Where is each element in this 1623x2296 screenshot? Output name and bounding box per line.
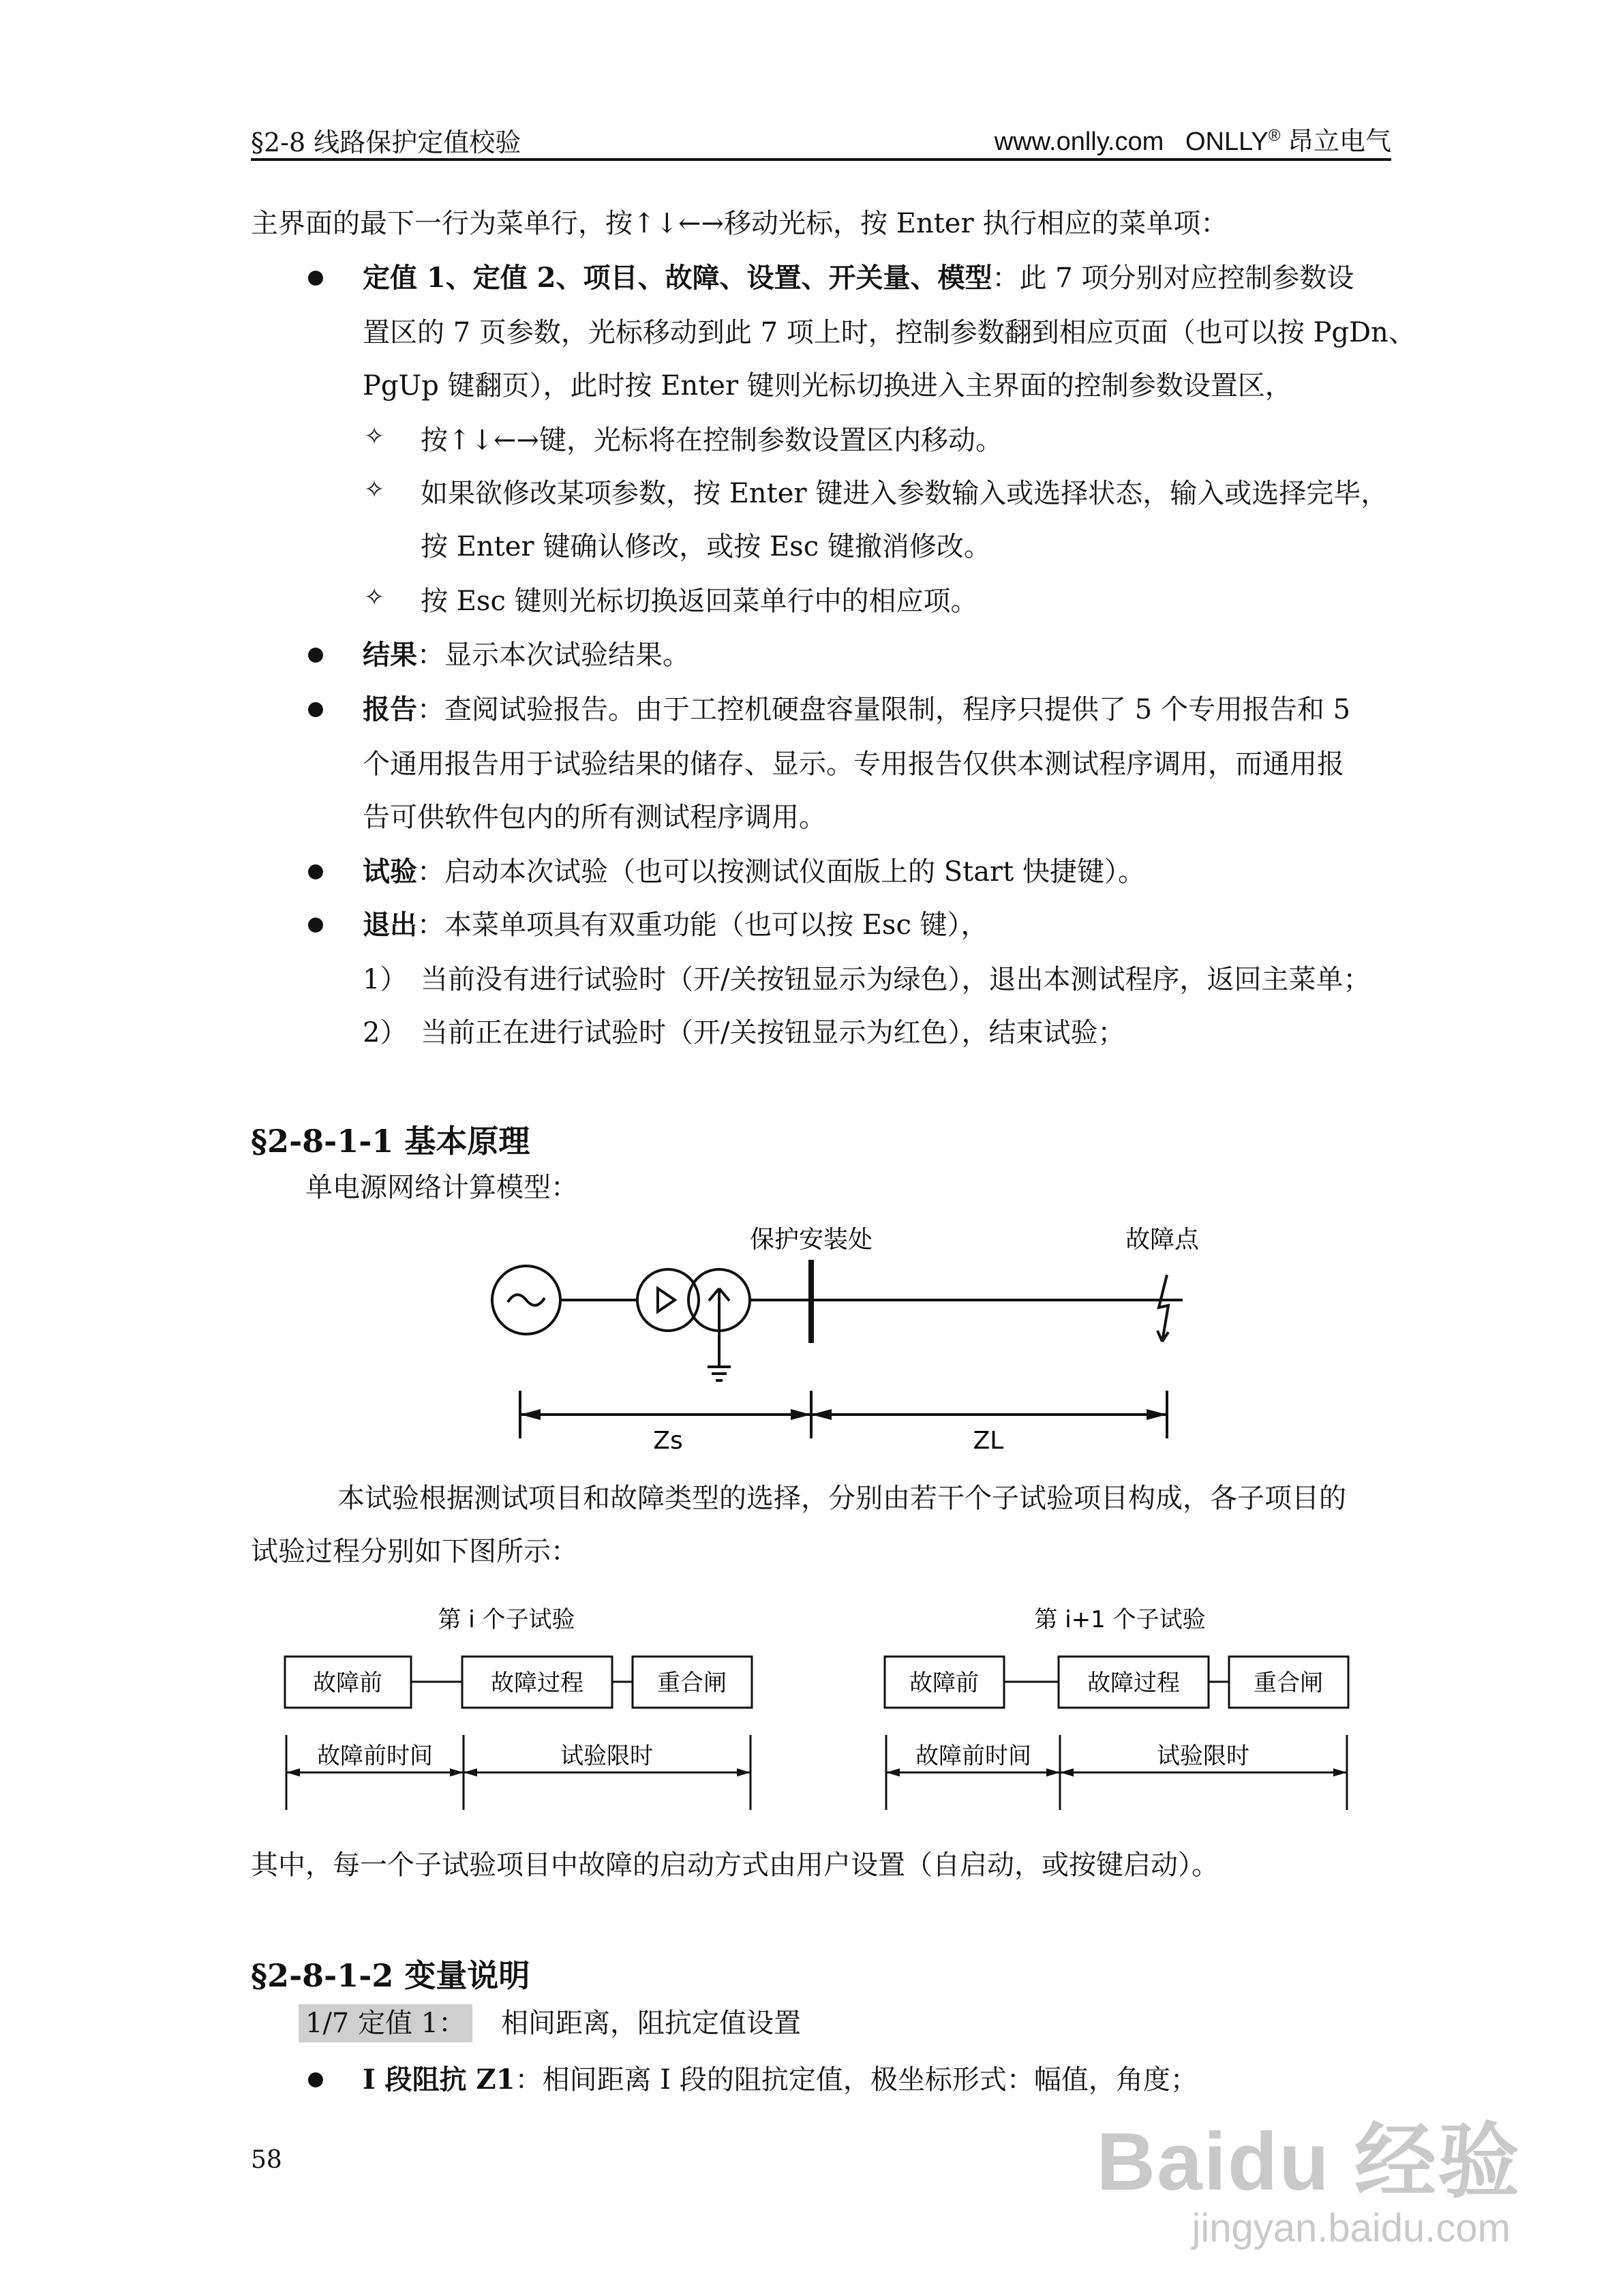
- variable-z1-term: I 段阻抗 Z1: [363, 2064, 515, 2096]
- principle-paragraph-line1: 本试验根据测试项目和故障类型的选择，分别由若干个子试验项目构成，各子项目的: [337, 1483, 1346, 1514]
- menu-item-exit-term: 退出: [363, 909, 417, 941]
- start-mode-note: 其中，每一个子试验项目中故障的启动方式由用户设置（自启动，或按键启动）。: [251, 1849, 1219, 1881]
- menu-item-report-line3: 告可供软件包内的所有测试程序调用。: [363, 802, 826, 833]
- settings-sub-item-1: 按↑↓←→键，光标将在控制参数设置区内移动。: [421, 425, 1003, 456]
- exit-item-2-number: 2）: [363, 1017, 408, 1048]
- test-time-limit-label: 试验限时: [1157, 1742, 1249, 1770]
- company-name: 昂立电气: [1287, 127, 1391, 156]
- menu-item-result: 结果：显示本次试验结果。: [363, 639, 690, 671]
- install-location-label: 保护安装处: [749, 1226, 873, 1254]
- bullet-icon: [308, 864, 323, 879]
- fault-process-label: 故障过程: [491, 1670, 583, 1697]
- running-header-brand: [995, 120, 1391, 157]
- diamond-bullet-icon: ✧: [364, 476, 385, 504]
- menu-item-settings-line2: 置区的 7 页参数，光标移动到此 7 项上时，控制参数翻到相应页面（也可以按 PgDn、: [363, 317, 1416, 348]
- settings-page-description: 相间距离，阻抗定值设置: [501, 2008, 801, 2039]
- pre-fault-label: 故障前: [313, 1670, 382, 1697]
- brand-name: ONLLY: [1185, 127, 1269, 156]
- settings-sub-item-2b: 按 Enter 键确认修改，或按 Esc 键撤消修改。: [421, 531, 991, 562]
- bullet-icon: [308, 271, 323, 286]
- delta-winding-icon: [658, 1288, 675, 1312]
- menu-item-report-line1: 报告：查阅试验报告。由于工控机硬盘容量限制，程序只提供了 5 个专用报告和 5: [363, 693, 1351, 725]
- baidu-watermark-url: jingyan.baidu.com: [1192, 2206, 1511, 2250]
- intro-paragraph: 主界面的最下一行为菜单行，按↑↓←→移动光标，按 Enter 执行相应的菜单项：: [251, 208, 1228, 239]
- wye-winding-icon: [709, 1288, 729, 1312]
- settings-page-tab: 1/7 定值 1：: [299, 2004, 472, 2042]
- menu-item-report-term: 报告: [363, 693, 417, 725]
- reclose-label: 重合闸: [657, 1670, 727, 1697]
- running-header-section: §2-8 线路保护定值校验: [251, 127, 521, 157]
- menu-item-settings-line3: PgUp 键翻页），此时按 Enter 键则光标切换进入主界面的控制参数设置区，: [363, 370, 1292, 402]
- test-time-limit-label: 试验限时: [560, 1742, 653, 1770]
- exit-item-1-number: 1）: [363, 964, 408, 995]
- single-source-network-diagram: [477, 1220, 1220, 1472]
- website-link[interactable]: www.onlly.com: [994, 127, 1164, 156]
- diamond-bullet-icon: ✧: [364, 423, 385, 451]
- header-rule: [251, 158, 1391, 161]
- fault-lightning-icon: [1157, 1275, 1168, 1342]
- zl-label: ZL: [973, 1427, 1004, 1455]
- settings-sub-item-2a: 如果欲修改某项参数，按 Enter 键进入参数输入或选择状态，输入或选择完毕，: [421, 478, 1389, 509]
- diamond-bullet-icon: ✧: [364, 584, 385, 611]
- ac-source-icon: [508, 1295, 545, 1305]
- bullet-icon: [308, 648, 323, 663]
- sub-test-i-title: 第 i 个子试验: [438, 1606, 575, 1633]
- exit-item-2: 当前正在进行试验时（开/关按钮显示为红色），结束试验；: [421, 1017, 1125, 1048]
- principle-paragraph-line2: 试验过程分别如下图所示：: [251, 1536, 578, 1567]
- pre-fault-label: 故障前: [909, 1670, 979, 1697]
- fault-point-label: 故障点: [1125, 1226, 1200, 1254]
- bullet-icon: [308, 702, 323, 717]
- menu-item-test: 试验：启动本次试验（也可以按测试仪面版上的 Start 快捷键）。: [363, 856, 1145, 888]
- baidu-watermark-logo: Baidu 经验: [1096, 2116, 1521, 2207]
- menu-item-exit: 退出：本菜单项具有双重功能（也可以按 Esc 键），: [363, 909, 988, 941]
- model-caption: 单电源网络计算模型：: [305, 1172, 578, 1203]
- bullet-icon: [308, 2072, 323, 2087]
- settings-sub-item-3: 按 Esc 键则光标切换返回菜单行中的相应项。: [421, 586, 978, 617]
- menu-item-test-term: 试验: [363, 856, 417, 888]
- variable-z1: I 段阻抗 Z1：相间距离 I 段的阻抗定值，极坐标形式：幅值，角度；: [363, 2064, 1198, 2096]
- page-number: 58: [251, 2146, 282, 2174]
- menu-item-report-line2: 个通用报告用于试验结果的储存、显示。专用报告仅供本测试程序调用，而通用报: [363, 749, 1344, 780]
- exit-item-1: 当前没有进行试验时（开/关按钮显示为绿色），退出本测试程序，返回主菜单；: [421, 964, 1371, 995]
- menu-item-settings-term: 定值 1、定值 2、项目、故障、设置、开关量、模型: [363, 262, 992, 294]
- zs-label: Zs: [653, 1427, 683, 1455]
- section-heading-variables: §2-8-1-2 变量说明: [251, 1957, 530, 1994]
- sub-test-timing-diagram: [264, 1585, 1382, 1820]
- menu-item-settings-line1: 定值 1、定值 2、项目、故障、设置、开关量、模型：此 7 项分别对应控制参数设: [363, 262, 1354, 294]
- fault-process-label: 故障过程: [1087, 1670, 1180, 1697]
- registered-mark: ®: [1268, 126, 1281, 145]
- reclose-label: 重合闸: [1254, 1670, 1323, 1697]
- bullet-icon: [308, 918, 323, 933]
- section-heading-basic-principle: §2-8-1-1 基本原理: [251, 1123, 530, 1160]
- pre-fault-time-label: 故障前时间: [317, 1742, 433, 1770]
- pre-fault-time-label: 故障前时间: [915, 1742, 1031, 1770]
- menu-item-result-term: 结果: [363, 639, 417, 671]
- sub-test-i-plus-1-title: 第 i+1 个子试验: [1034, 1606, 1206, 1633]
